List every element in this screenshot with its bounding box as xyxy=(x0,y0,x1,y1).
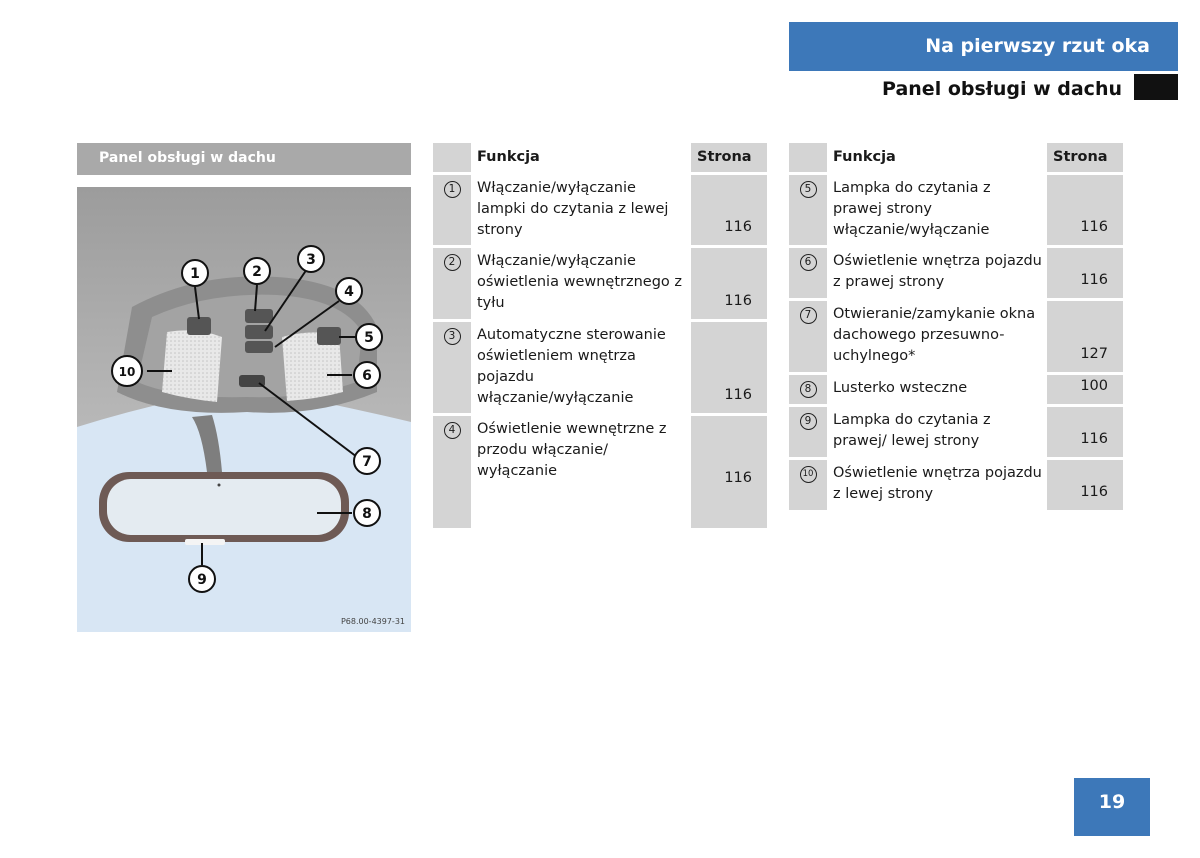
callout-label-1: 1 xyxy=(190,266,200,282)
row-function: Włączanie/wyłączanie lampki do czytania z lewej strony xyxy=(471,175,691,245)
callout-label-9: 9 xyxy=(197,572,207,588)
chapter-tab xyxy=(789,22,1178,71)
row-page: 116 xyxy=(691,416,767,528)
figure-code: P68.00-4397-31 xyxy=(340,617,405,626)
row-page: 116 xyxy=(691,322,767,413)
table-row xyxy=(433,175,767,245)
row-number: 1 xyxy=(444,181,461,198)
row-page: 100 xyxy=(1047,375,1123,404)
figure-title: Panel obsługi w dachu xyxy=(77,143,411,175)
table-row xyxy=(789,175,1123,245)
header-page: Strona xyxy=(1047,143,1123,172)
row-number: 2 xyxy=(444,254,461,271)
table-row xyxy=(789,460,1123,510)
header-function: Funkcja xyxy=(827,143,1047,172)
table-header xyxy=(433,143,767,172)
header-page: Strona xyxy=(691,143,767,172)
roof-panel-illustration xyxy=(77,187,411,632)
table-header xyxy=(789,143,1123,172)
table-row xyxy=(789,375,1123,404)
section-marker xyxy=(1134,74,1178,100)
row-page: 116 xyxy=(691,175,767,245)
callout-label-10: 10 xyxy=(118,365,136,379)
row-number: 7 xyxy=(800,307,817,324)
row-function: Otwieranie/zamykanie okna dachowego przesuwno-uchylnego* xyxy=(827,301,1047,372)
row-number: 9 xyxy=(800,413,817,430)
row-page: 116 xyxy=(1047,175,1123,245)
row-number: 4 xyxy=(444,422,461,439)
section-title: Panel obsługi w dachu xyxy=(882,78,1122,100)
row-function: Automatyczne sterowanie oświetleniem wnętrza pojazdu włączanie/wyłączanie xyxy=(471,322,691,413)
function-table-left xyxy=(433,140,767,531)
callout-label-5: 5 xyxy=(364,330,374,346)
row-page: 116 xyxy=(1047,407,1123,457)
row-function: Oświetlenie wnętrza pojazdu z prawej strony xyxy=(827,248,1047,298)
row-number: 10 xyxy=(800,466,817,483)
row-function: Oświetlenie wewnętrzne z przodu włączanie/ wyłączanie xyxy=(471,416,691,528)
roof-panel-figure xyxy=(77,187,411,632)
function-table-right xyxy=(789,140,1123,513)
row-number: 3 xyxy=(444,328,461,345)
row-page: 116 xyxy=(691,248,767,319)
table-row xyxy=(433,416,767,528)
callout-label-6: 6 xyxy=(362,368,372,384)
table-row xyxy=(789,301,1123,372)
callout-label-2: 2 xyxy=(252,264,262,280)
header-function: Funkcja xyxy=(471,143,691,172)
row-number: 8 xyxy=(800,381,817,398)
row-page: 116 xyxy=(1047,248,1123,298)
row-page: 127 xyxy=(1047,301,1123,372)
page-number: 19 xyxy=(1074,778,1150,836)
table-row xyxy=(789,248,1123,298)
table-row xyxy=(433,322,767,413)
row-page: 116 xyxy=(1047,460,1123,510)
callout-label-8: 8 xyxy=(362,506,372,522)
row-function: Włączanie/wyłączanie oświetlenia wewnętrznego z tyłu xyxy=(471,248,691,319)
chapter-title: Na pierwszy rzut oka xyxy=(925,35,1150,57)
row-function: Lusterko wsteczne xyxy=(827,375,1047,404)
table-row xyxy=(433,248,767,319)
row-number: 5 xyxy=(800,181,817,198)
row-function: Oświetlenie wnętrza pojazdu z lewej strony xyxy=(827,460,1047,510)
callout-label-7: 7 xyxy=(362,454,372,470)
row-function: Lampka do czytania z prawej/ lewej strony xyxy=(827,407,1047,457)
row-number: 6 xyxy=(800,254,817,271)
callout-label-3: 3 xyxy=(306,252,316,268)
table-row xyxy=(789,407,1123,457)
callout-label-4: 4 xyxy=(344,284,354,300)
row-function: Lampka do czytania z prawej strony włączanie/wyłączanie xyxy=(827,175,1047,245)
